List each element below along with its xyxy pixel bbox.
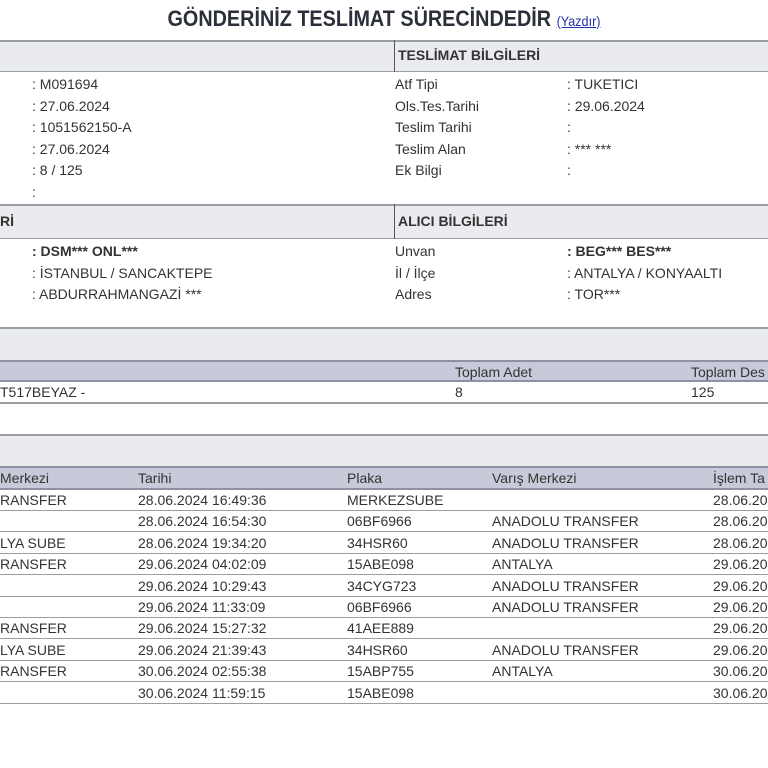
table-cell: 29.06.20 xyxy=(713,556,768,573)
table-cell: MERKEZSUBE xyxy=(347,492,444,508)
product-count: 8 xyxy=(455,384,463,400)
shipment-value: : xyxy=(32,183,36,200)
table-cell: 34HSR60 xyxy=(347,641,408,658)
delivery-label: Teslim Alan xyxy=(395,140,466,157)
table-cell: 30.06.2024 11:59:15 xyxy=(138,684,266,701)
table-row xyxy=(0,533,768,554)
print-link[interactable]: (Yazdır) xyxy=(556,13,601,29)
delivery-value: : xyxy=(567,119,571,135)
product-table-header xyxy=(0,360,768,382)
empty-band xyxy=(0,327,768,361)
table-cell: LYA SUBE xyxy=(0,534,66,551)
table-cell: 28.06.2024 19:34:20 xyxy=(138,534,267,551)
table-cell: 29.06.20 xyxy=(713,577,768,594)
column-header: Plaka xyxy=(347,470,383,486)
table-cell: 29.06.2024 11:33:09 xyxy=(138,599,266,615)
table-row xyxy=(0,554,768,575)
shipment-value: : 27.06.2024 xyxy=(32,97,110,114)
table-cell: 29.06.20 xyxy=(713,641,768,658)
sender-header: Rİ xyxy=(0,213,14,229)
delivery-label: Teslim Tarihi xyxy=(395,119,472,135)
shipment-value: : M091694 xyxy=(32,76,99,92)
table-cell: RANSFER xyxy=(0,556,67,573)
table-row xyxy=(0,490,768,511)
table-cell: ANTALYA xyxy=(492,663,553,680)
table-row xyxy=(0,511,768,532)
table-cell: 34HSR60 xyxy=(347,534,408,551)
table-cell: 28.06.20 xyxy=(713,534,768,551)
movements-band xyxy=(0,434,768,468)
table-cell: 15ABE098 xyxy=(347,684,414,701)
delivery-value: : xyxy=(567,162,571,178)
col-total-desi: Toplam Des xyxy=(691,364,765,380)
receiver-label: Unvan xyxy=(395,243,436,259)
column-header: Tarihi xyxy=(138,470,172,486)
receiver-header: ALICI BİLGİLERİ xyxy=(398,213,508,229)
table-cell: 30.06.2024 02:55:38 xyxy=(138,663,267,680)
divider xyxy=(394,40,395,72)
table-cell: 28.06.2024 16:49:36 xyxy=(138,492,267,508)
table-cell: 29.06.20 xyxy=(713,599,768,615)
table-cell: ANTALYA xyxy=(492,556,553,573)
table-cell: ANADOLU TRANSFER xyxy=(492,641,639,658)
table-cell: 15ABE098 xyxy=(347,556,414,573)
product-row xyxy=(0,382,768,404)
table-row xyxy=(0,683,768,704)
table-cell: 28.06.2024 16:54:30 xyxy=(138,513,267,530)
table-cell: RANSFER xyxy=(0,663,67,680)
receiver-label: Adres xyxy=(395,286,432,302)
sender-value: : DSM*** ONL*** xyxy=(32,243,138,259)
table-cell: LYA SUBE xyxy=(0,641,66,658)
table-cell: 41AEE889 xyxy=(347,620,414,637)
table-cell: 29.06.20 xyxy=(713,620,768,637)
col-total-count: Toplam Adet xyxy=(455,364,533,380)
receiver-value: : TOR*** xyxy=(567,286,621,302)
title-text: GÖNDERİNİZ TESLİMAT SÜRECİNDEDİR xyxy=(167,6,552,31)
sender-value: : İSTANBUL / SANCAKTEPE xyxy=(32,264,213,281)
table-cell: 06BF6966 xyxy=(347,513,412,530)
table-row xyxy=(0,597,768,618)
table-cell: ANADOLU TRANSFER xyxy=(492,577,639,594)
table-row xyxy=(0,576,768,597)
table-cell: ANADOLU TRANSFER xyxy=(492,534,639,551)
delivery-header: TESLİMAT BİLGİLERİ xyxy=(398,47,541,63)
product-name: T517BEYAZ - xyxy=(0,384,86,400)
table-cell: 30.06.20 xyxy=(713,684,768,701)
delivery-value: : 29.06.2024 xyxy=(567,97,645,114)
table-cell: 34CYG723 xyxy=(347,577,417,594)
table-cell: 29.06.2024 10:29:43 xyxy=(138,577,267,594)
table-cell: RANSFER xyxy=(0,620,67,637)
divider xyxy=(394,204,395,239)
table-cell: 29.06.2024 15:27:32 xyxy=(138,620,267,637)
shipment-value: : 27.06.2024 xyxy=(32,140,110,157)
column-header: Varış Merkezi xyxy=(492,470,577,486)
delivery-value: : TUKETICI xyxy=(567,76,639,92)
table-cell: 29.06.2024 04:02:09 xyxy=(138,556,267,573)
table-cell: ANADOLU TRANSFER xyxy=(492,599,639,615)
receiver-value: : BEG*** BES*** xyxy=(567,243,672,259)
table-row xyxy=(0,640,768,661)
receiver-label: İl / İlçe xyxy=(395,264,436,281)
column-header: Merkezi xyxy=(0,470,50,486)
shipment-value: : 1051562150-A xyxy=(32,119,132,135)
table-cell: 15ABP755 xyxy=(347,663,414,680)
table-cell: 30.06.20 xyxy=(713,663,768,680)
table-row xyxy=(0,618,768,639)
movements-table-header xyxy=(0,466,768,490)
table-cell: 28.06.20 xyxy=(713,492,768,508)
table-row xyxy=(0,661,768,682)
shipment-value: : 8 / 125 xyxy=(32,162,83,178)
delivery-label: Ek Bilgi xyxy=(395,162,442,178)
party-header-band xyxy=(0,204,768,239)
receiver-value: : ANTALYA / KONYAALTI xyxy=(567,264,723,281)
product-desi: 125 xyxy=(691,384,715,400)
page-title xyxy=(38,6,729,32)
table-cell: RANSFER xyxy=(0,492,67,508)
table-cell: 06BF6966 xyxy=(347,599,412,615)
table-cell: 29.06.2024 21:39:43 xyxy=(138,641,267,658)
table-cell: ANADOLU TRANSFER xyxy=(492,513,639,530)
table-cell: 28.06.20 xyxy=(713,513,768,530)
delivery-value: : *** *** xyxy=(567,140,612,157)
shipment-header-band xyxy=(0,40,768,72)
column-header: İşlem Ta xyxy=(713,470,765,486)
delivery-label: Atf Tipi xyxy=(395,76,438,92)
delivery-label: Ols.Tes.Tarihi xyxy=(395,97,480,114)
sender-value: : ABDURRAHMANGAZİ *** xyxy=(32,286,202,302)
